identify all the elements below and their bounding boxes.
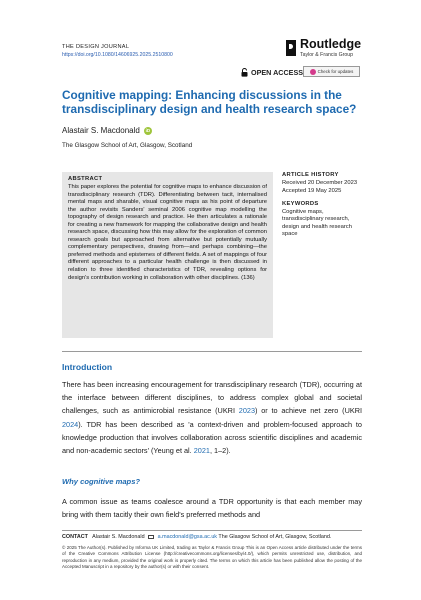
abstract-box [62,172,273,338]
contact-email[interactable]: a.macdonald@gsa.ac.uk [157,534,218,540]
check-updates-label: Check for updates [317,69,354,74]
author-affiliation: The Glasgow School of Art, Glasgow, Scotland [62,142,193,149]
publisher-subtitle: Taylor & Francis Group [300,51,354,58]
check-updates-button[interactable] [303,66,360,77]
contact-label: CONTACT [62,534,88,540]
author-line [62,126,152,135]
orcid-icon[interactable]: iD [145,128,151,133]
envelope-icon [148,535,154,539]
why-paragraph: A common issue as teams coalesce around a TDR opportunity is that each member may bring with them tacitly their own field's preferred methods and [62,497,362,520]
doi-link[interactable]: https://doi.org/10.1080/14606925.2025.2510800 [62,52,173,58]
keywords-text: Cognitive maps, transdisciplinary research, design and health research space [282,209,352,238]
introduction-paragraph: There has been increasing encouragement for transdisciplinary research (TDR), occurring at the interface between different disciplines, to address complex global and societal challenges, such as antimicrobial resistance (UKRI 2023) or to achieve net zero (UKRI 2024). TDR has been described as 'a context-driven and problem-focused approach to knowledge production that involves collaboration across scientific disciplines and academic and non-academic sectors' (Yeung et al. 2021, 1–2). [62,380,362,456]
keywords-heading: KEYWORDS [282,200,319,207]
publisher-name: Routledge [300,37,362,51]
license-text: © 2025 The Author(s). Published by Informa UK Limited, trading as Taylor & Francis Group This is an Open Access article distributed under the terms of the Creative Commons Attribution License (http://creativecommons.org/licenses/by/4.0/), which permits unrestricted use, distribution, and reproduction in any medium, provided the original work is properly cited. The terms on which this article has been published allow the posting of the Accepted Manuscript in a repository by the author(s) or with their consent. [62,545,362,569]
contact-name: Alastair S. Macdonald [92,534,145,540]
divider [62,351,362,352]
open-access-badge [241,68,303,77]
open-access-label: OPEN ACCESS [251,68,304,77]
accepted-date: Accepted 19 May 2025 [282,187,342,194]
article-sidebar [282,172,362,238]
citation-link[interactable]: 2023 [238,406,255,416]
abstract-text: This paper explores the potential for cognitive maps to enhance discussion of transdisciplinary research (TDR). Differentiating between tacit, internalised mental maps and sharable, visual cognitive maps as his point of departure the author revisits Sanders' seminal 2006 cognitive map modelling the topography of design research and practice. He then articulates a rationale for creating a new framework for mapping the collaborative design and health research space, discussing how this may allow for the exploration of common research goals but approached from alternative but potentially mutually complementary perspectives, drawing from—and perhaps combining—the preferred methods and epistemes of different fields. A set of mappings of four different approaches to a particular health challenge is then discussed in relation to three identified characteristics of TDR, revealing options for design's contribution working in collaboration with other disciplines. (136) [68,184,267,281]
contact-line [62,534,331,540]
footer-divider [62,530,362,531]
author-name[interactable]: Alastair S. Macdonald [62,126,140,135]
introduction-heading: Introduction [62,362,113,372]
contact-affiliation: The Glasgow School of Art, Glasgow, Scotland. [218,534,332,540]
open-lock-icon [241,68,248,77]
why-cognitive-maps-heading: Why cognitive maps? [62,477,141,486]
journal-name: THE DESIGN JOURNAL [62,44,130,50]
routledge-logo-icon [286,40,296,56]
article-history-heading: ARTICLE HISTORY [282,172,339,178]
article-title: Cognitive mapping: Enhancing discussions in the transdisciplinary design and health research space? [62,88,357,116]
publisher-logo [286,38,361,58]
abstract-heading: ABSTRACT [68,176,103,182]
crossmark-icon [310,69,316,75]
citation-link[interactable]: 2024 [62,419,79,429]
citation-link[interactable]: 2021 [193,446,210,456]
received-date: Received 20 December 2023 [282,180,358,187]
